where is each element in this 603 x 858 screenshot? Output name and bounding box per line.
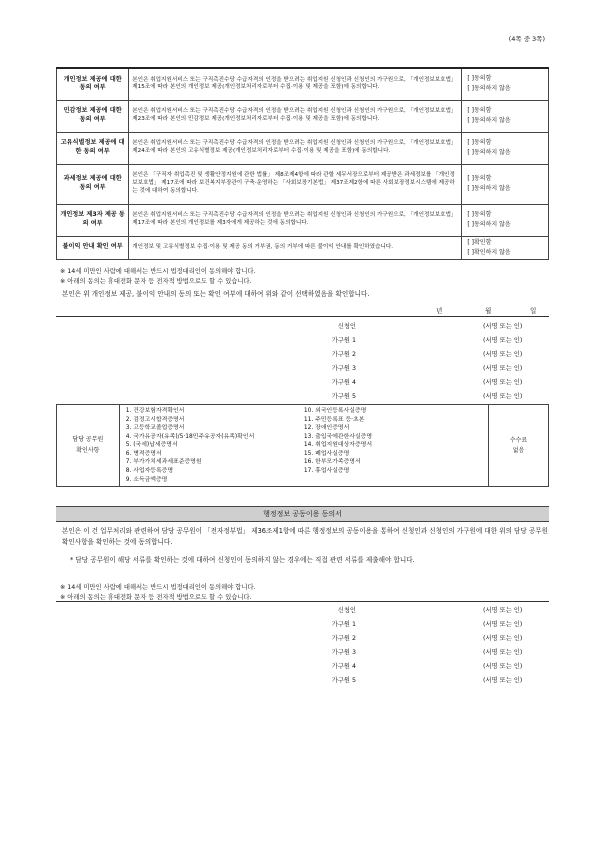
check-item: 12. 장애인증명서 bbox=[303, 425, 350, 432]
page-number: (4쪽 중 3쪽) bbox=[508, 35, 545, 43]
date-month: 월 bbox=[485, 307, 492, 315]
official-check-items bbox=[119, 405, 488, 487]
agree-checkbox[interactable]: [ ]동의함 bbox=[467, 210, 492, 218]
check-item: 8. 사업자등록증명 bbox=[125, 467, 174, 474]
consent-label: 고유식별정보 제공에 대한 동의 여부 bbox=[57, 132, 129, 164]
consent-label: 개인정보 제3자 제공 동의 여부 bbox=[57, 204, 129, 236]
admin-note-2: ※ 아래의 동의는 휴대전화 문자 등 전자적 방법으로도 할 수 있습니다. bbox=[60, 594, 252, 601]
signer-label: 가구원 4 bbox=[331, 663, 356, 670]
disagree-checkbox[interactable]: [ ]동의하지 않음 bbox=[467, 221, 511, 228]
signature-field[interactable]: (서명 또는 인) bbox=[483, 649, 523, 656]
consent-text: 개인정보 및 고유식별정보 수집·이용 및 제공 동의 거부권, 동의 거부에 따른 불이익 안내를 확인하였습니다. bbox=[129, 236, 462, 259]
signer-label: 가구원 5 bbox=[331, 393, 356, 400]
check-item: 1. 건강보험자격확인서 bbox=[125, 408, 185, 414]
agree-checkbox[interactable]: [ ]동의함 bbox=[467, 75, 492, 83]
divider bbox=[56, 316, 549, 317]
signer-label: 가구원 5 bbox=[331, 677, 356, 684]
signature-field[interactable]: (서명 또는 인) bbox=[483, 379, 523, 386]
disagree-checkbox[interactable]: [ ]동의하지 않음 bbox=[467, 149, 511, 156]
admin-consent-title: 행정정보 공동이용 동의서 bbox=[56, 506, 549, 522]
signature-field[interactable]: (서명 또는 인) bbox=[483, 677, 523, 684]
check-item: 2. 검정고시합격증명서 bbox=[125, 416, 185, 423]
check-item: 5. (국세)납세증명서 bbox=[125, 442, 178, 449]
consent-table bbox=[56, 67, 549, 260]
signature-row bbox=[0, 674, 603, 688]
signature-row bbox=[0, 376, 603, 390]
check-item: 13. 출입국에관한사실증명 bbox=[303, 433, 373, 440]
signer-label: 신청인 bbox=[337, 607, 356, 614]
agree-checkbox[interactable]: [ ]확인함 bbox=[467, 238, 492, 246]
note-1: ※ 14세 미만인 사람에 대해서는 반드시 법정대리인이 동의해야 합니다. bbox=[60, 268, 256, 275]
signer-label: 가구원 3 bbox=[331, 649, 356, 656]
consent-text: 본인은 취업지원서비스 또는 구직촉진수당 수급자격의 인정을 받으려는 취업지원 신청인과 신청인의 가구원으로, 「개인정보보호법」 제17조에 따라 본인의 개인정보를 제3자에게 제공하는 것에 동의합니다. bbox=[129, 204, 462, 236]
consent-choice bbox=[462, 100, 549, 132]
agree-checkbox[interactable]: [ ]동의함 bbox=[467, 106, 492, 114]
consent-choice bbox=[462, 132, 549, 164]
check-item: 14. 취업지원대상자증명서 bbox=[303, 442, 373, 449]
signature-row bbox=[0, 632, 603, 646]
check-item: 11. 주민등록표 등·초본 bbox=[303, 416, 365, 423]
date-year: 년 bbox=[436, 307, 443, 315]
consent-label: 민감정보 제공에 대한 동의 여부 bbox=[57, 100, 129, 132]
check-item: 6. 병적증명서 bbox=[125, 450, 162, 457]
signature-row bbox=[0, 646, 603, 660]
consent-row bbox=[57, 204, 549, 236]
check-item: 17. 휴업사실증명 bbox=[303, 467, 350, 474]
admin-note-1: ※ 14세 미만인 사람에 대해서는 반드시 법정대리인이 동의해야 합니다. bbox=[60, 584, 256, 591]
date-day: 일 bbox=[530, 307, 537, 315]
disagree-checkbox[interactable]: [ ]동의하지 않음 bbox=[467, 117, 511, 124]
agree-checkbox[interactable]: [ ]동의함 bbox=[467, 174, 492, 182]
official-check-label: 담당 공무원 확인사항 bbox=[57, 405, 120, 487]
signature-field[interactable]: (서명 또는 인) bbox=[483, 621, 523, 628]
check-item: 3. 고등학교졸업증명서 bbox=[125, 425, 185, 432]
signature-field[interactable]: (서명 또는 인) bbox=[483, 393, 523, 400]
consent-row bbox=[57, 100, 549, 132]
consent-row bbox=[57, 164, 549, 204]
signature-row bbox=[0, 320, 603, 334]
consent-choice bbox=[462, 204, 549, 236]
consent-row bbox=[57, 236, 549, 259]
disagree-checkbox[interactable]: [ ]동의하지 않음 bbox=[467, 85, 511, 93]
note-2: ※ 아래의 동의는 휴대전화 문자 등 전자적 방법으로도 할 수 있습니다. bbox=[60, 278, 252, 285]
check-item: 4. 국가유공자(유족)/5·18민주유공자(유족)확인서 bbox=[125, 433, 255, 440]
consent-label: 불이익 안내 확인 여부 bbox=[57, 236, 129, 259]
signer-label: 가구원 4 bbox=[331, 379, 356, 386]
consent-text: 본인은 취업지원서비스 또는 구직촉진수당 수급자격의 인정을 받으려는 취업지원 신청인과 신청인의 가구원으로, 「개인정보보호법」 제15조에 따라 본인의 개인정보 제공(개인정보처리자로부터 수집·이용 및 제공을 포함)에 동의합니다. bbox=[129, 68, 462, 100]
disagree-checkbox[interactable]: [ ]동의하지 않음 bbox=[467, 185, 511, 192]
signature-field[interactable]: (서명 또는 인) bbox=[483, 663, 523, 670]
agree-checkbox[interactable]: [ ]동의함 bbox=[467, 138, 492, 146]
signature-field[interactable]: (서명 또는 인) bbox=[483, 607, 523, 614]
check-item: 9. 소득금액증명 bbox=[125, 476, 168, 483]
check-item: 15. 폐업사실증명 bbox=[303, 450, 350, 457]
consent-text: 본인은 취업지원서비스 또는 구직촉진수당 수급자격의 인정을 받으려는 취업지원 신청인과 신청인의 가구원으로, 「개인정보보호법」 제24조에 따라 본인의 고유식별정보 제공(개인정보처리자로부터 수집·이용 및 제공을 포함)에 동의합니다. bbox=[129, 132, 462, 164]
signature-field[interactable]: (서명 또는 인) bbox=[483, 635, 523, 642]
divider-2 bbox=[56, 601, 549, 602]
signer-label: 가구원 2 bbox=[331, 351, 356, 358]
check-item: 7. 부가가치세과세표준증명원 bbox=[125, 459, 202, 466]
consent-choice bbox=[462, 236, 549, 259]
signature-field[interactable]: (서명 또는 인) bbox=[483, 337, 523, 344]
confirm-text: 본인은 위 개인정보 제공, 불이익 안내의 동의 또는 확인 여부에 대하여 위와 같이 선택하였음을 확인합니다. bbox=[62, 290, 370, 298]
signature-row bbox=[0, 660, 603, 674]
consent-row bbox=[57, 132, 549, 164]
disagree-checkbox[interactable]: [ ]확인하지 않음 bbox=[467, 248, 511, 256]
signer-label: 가구원 2 bbox=[331, 635, 356, 642]
signature-row bbox=[0, 618, 603, 632]
consent-text: 본인은 「구직자 취업촉진 및 생활안정지원에 관한 법률」 제8조제4항에 따라 관할 세무서장으로부터 제공받은 과세정보를 「개인정보보호법」 제17조에 따라 보건복지부장관이 구축·운영하는 「사회보장기본법」 제37조제2항에 따른 사회보장정보시스템에 제공하는 것에 대하여 동의합니다. bbox=[129, 164, 462, 204]
consent-row bbox=[57, 68, 549, 100]
admin-consent-text: 본인은 이 건 업무처리와 관련하여 담당 공무원이 「전자정부법」 제36조제1항에 따른 행정정보의 공동이용을 통하여 신청인과 신청인의 가구원에 대한 위의 담당 공무원 확인사항을 확인하는 것에 동의합니다. bbox=[62, 527, 548, 547]
consent-text: 본인은 취업지원서비스 또는 구직촉진수당 수급자격의 인정을 받으려는 취업지원 신청인과 신청인의 가구원으로, 「개인정보보호법」 제23조에 따라 본인의 민감정보 제공(개인정보처리자로부터 수집·이용 및 제공을 포함)에 동의합니다. bbox=[129, 100, 462, 132]
check-item: 16. 한부모가족증명서 bbox=[303, 459, 361, 466]
signature-row bbox=[0, 348, 603, 362]
consent-label: 개인정보 제공에 대한 동의 여부 bbox=[57, 68, 129, 100]
signature-field[interactable]: (서명 또는 인) bbox=[483, 323, 523, 330]
official-check-table bbox=[56, 404, 549, 487]
consent-choice bbox=[462, 68, 549, 100]
admin-bullet: * 담당 공무원이 해당 서류를 확인하는 것에 대하여 신청인이 동의하지 않는 경우에는 직접 관련 서류를 제출해야 합니다. bbox=[70, 556, 415, 564]
signature-row bbox=[0, 362, 603, 376]
signer-label: 가구원 1 bbox=[331, 337, 356, 344]
signer-label: 신청인 bbox=[337, 323, 356, 330]
signer-label: 가구원 3 bbox=[331, 365, 356, 372]
signer-label: 가구원 1 bbox=[331, 621, 356, 628]
consent-choice bbox=[462, 164, 549, 204]
signature-row bbox=[0, 334, 603, 348]
signature-row bbox=[0, 604, 603, 618]
signature-field[interactable]: (서명 또는 인) bbox=[483, 365, 523, 372]
signature-row bbox=[0, 390, 603, 404]
signature-field[interactable]: (서명 또는 인) bbox=[483, 351, 523, 358]
check-item: 10. 외국인등록사실증명 bbox=[303, 408, 367, 414]
consent-label: 과세정보 제공에 대한 동의 여부 bbox=[57, 164, 129, 204]
fee-cell: 수수료 없음 bbox=[489, 405, 549, 487]
